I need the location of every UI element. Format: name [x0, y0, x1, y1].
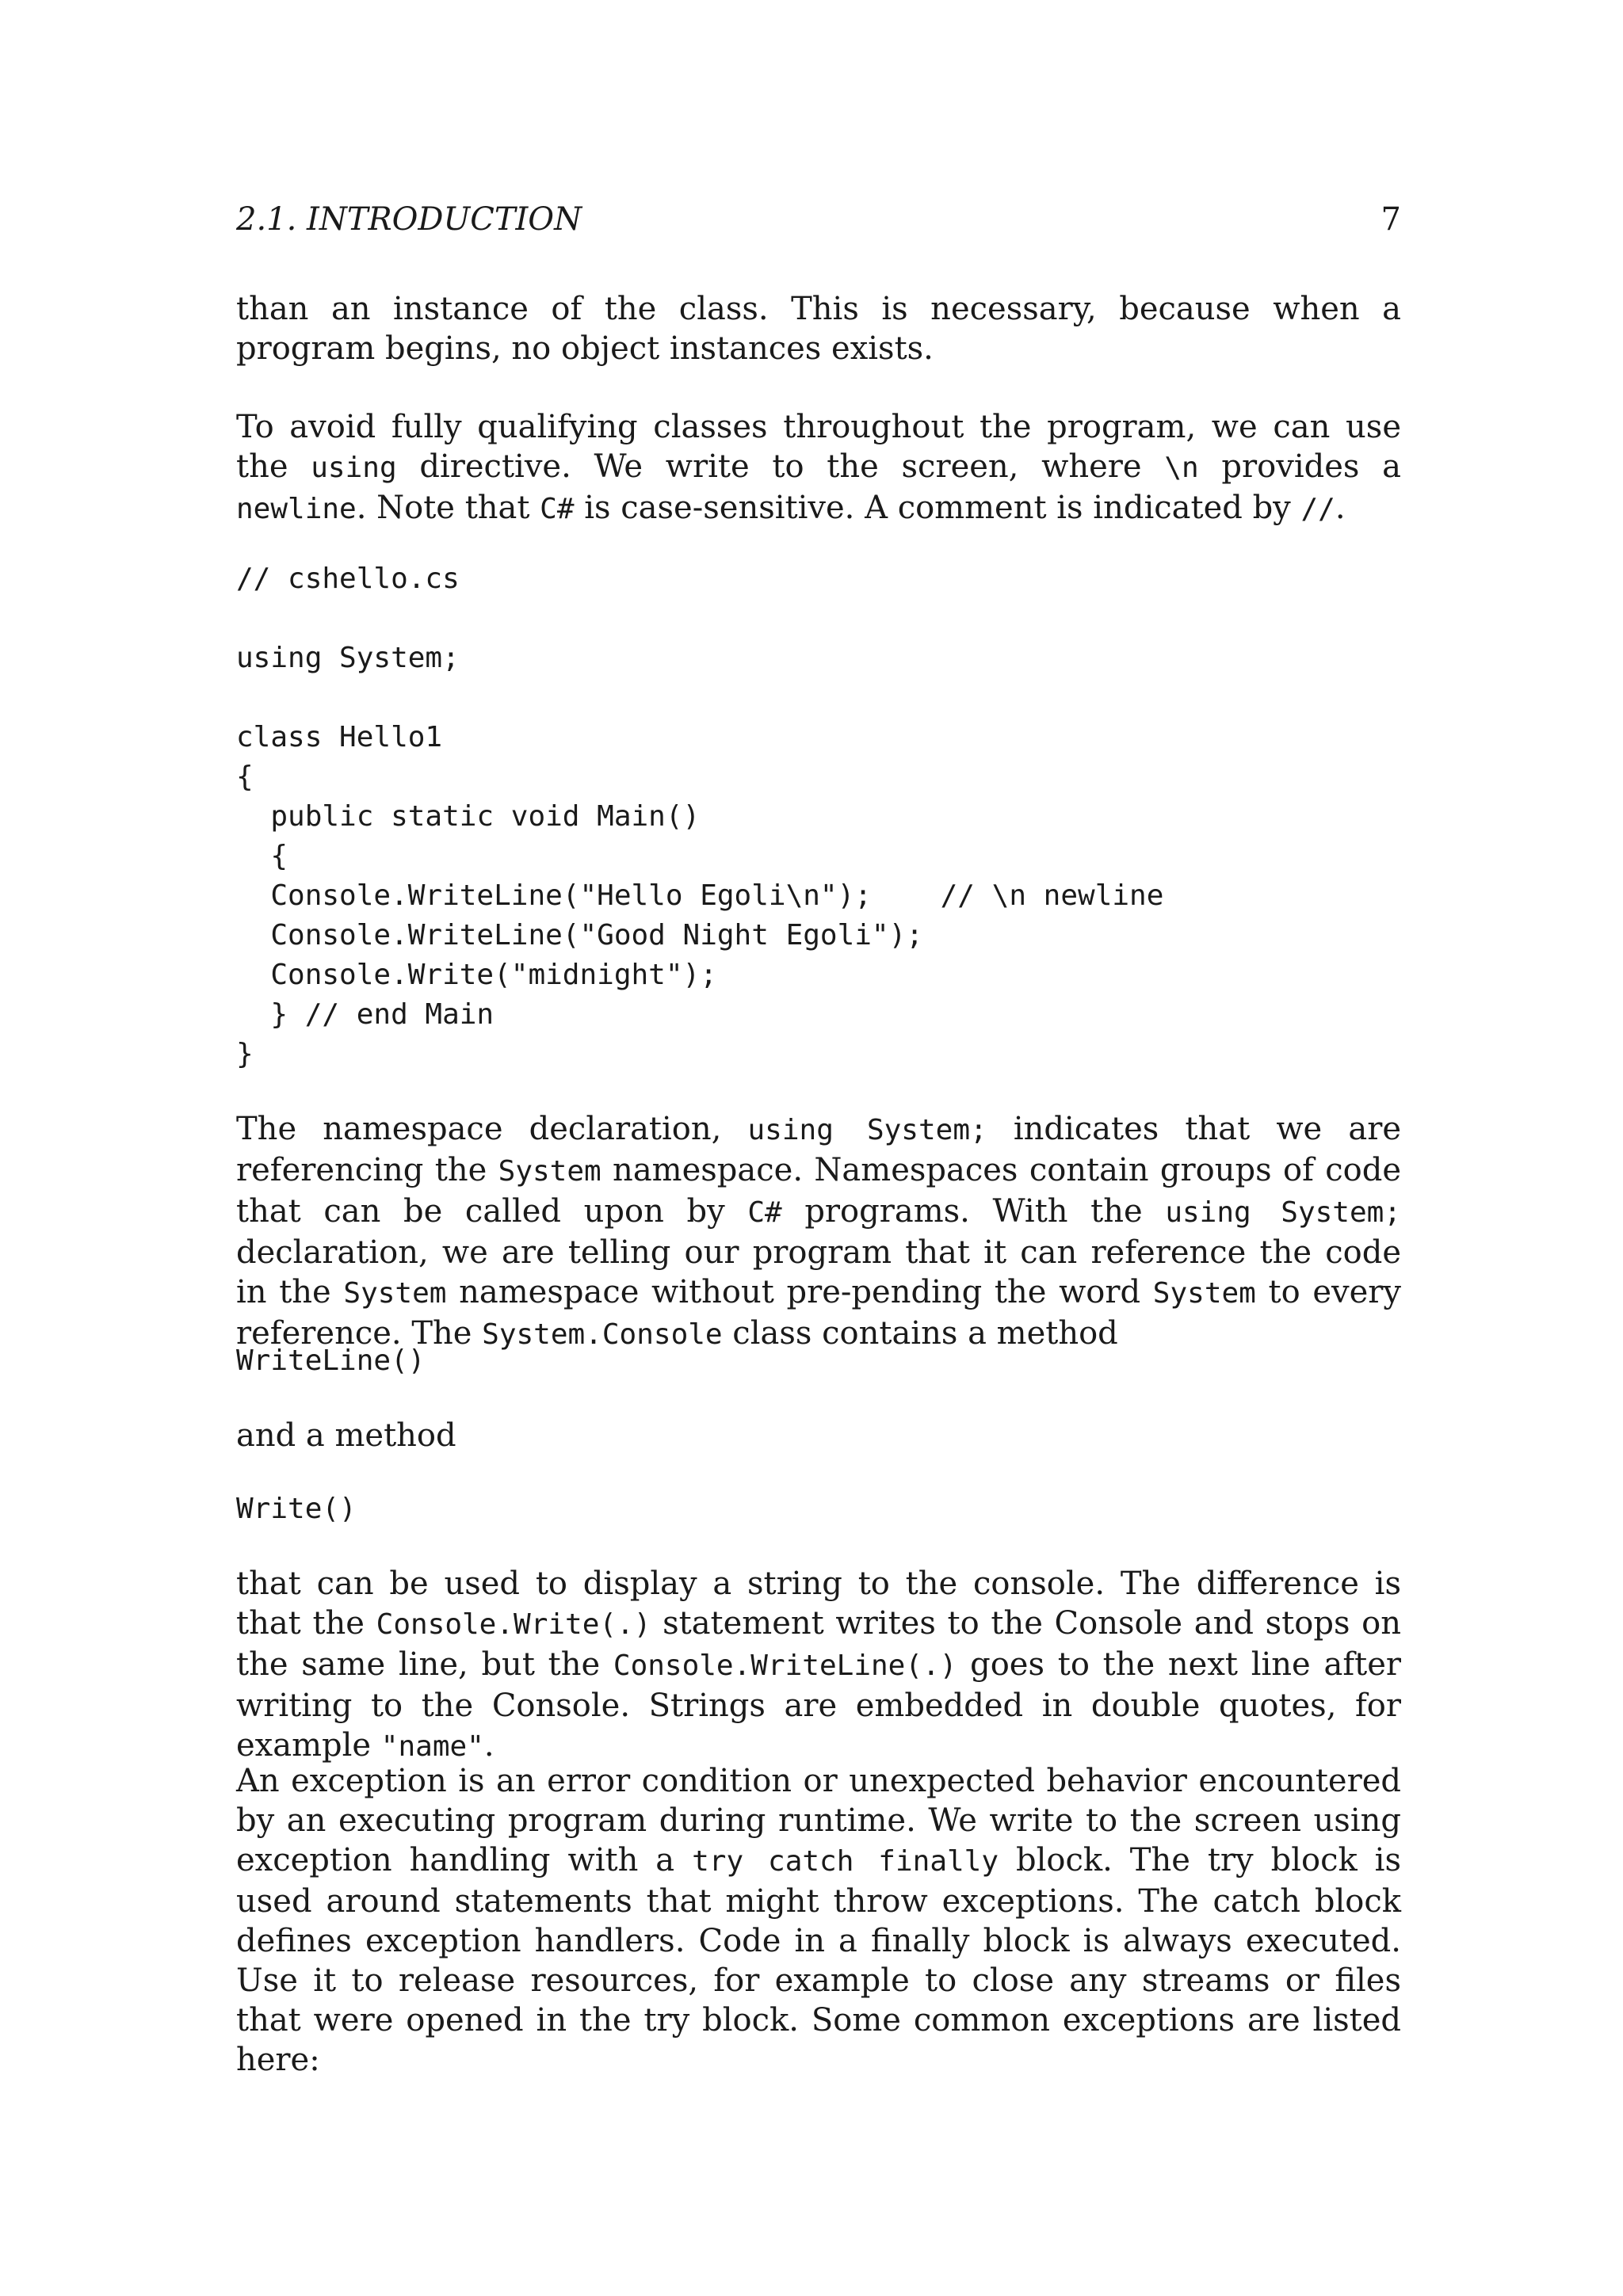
- code-line: Console.WriteLine("Hello Egoli\n"); // \n newline: [236, 879, 1164, 912]
- paragraph-using-directive: To avoid fully qualifying classes throughout the program, we can use the using directive. We write to the screen, where \n provides a newline. Note that C# is case-sensitive. A comment is indicated by //.: [236, 409, 1401, 526]
- inline-code: newline: [236, 493, 357, 525]
- running-header: [236, 198, 1401, 241]
- code-line: public static void Main(): [236, 800, 701, 833]
- inline-code: C#: [540, 493, 575, 525]
- code-line: // cshello.cs: [236, 563, 460, 595]
- inline-code: Console.Write(.): [376, 1608, 651, 1641]
- code-writeline: WriteLine(): [236, 1344, 426, 1377]
- inline-code: \n: [1164, 452, 1199, 484]
- inline-code: using System;: [747, 1114, 987, 1146]
- code-line: using System;: [236, 642, 460, 674]
- inline-code: Console.WriteLine(.): [613, 1650, 957, 1682]
- paragraph-write-difference: that can be used to display a string to the console. The difference is that the Console.Write(.) statement writes to the Console and stops on the same line, but the Console.WriteLine(.) goes to the next line after writing to the Console. Strings are embedded in double quotes, for example "name".: [236, 1566, 1401, 1764]
- code-write: Write(): [236, 1493, 357, 1525]
- section-title: 2.1. INTRODUCTION: [236, 201, 582, 238]
- inline-code: try catch finally: [692, 1845, 999, 1878]
- inline-code: System: [498, 1155, 601, 1188]
- paragraph-namespace: The namespace declaration, using System; indicates that we are referencing the System namespace. Namespaces contain groups of code that can be called upon by C# programs. With the using System; declaration, we are telling our program that it can reference the code in the System namespace without pre-pending the word System to every reference. The System.Console class contains a method: [236, 1111, 1401, 1352]
- paragraph-and-method: and a method: [236, 1417, 456, 1454]
- paragraph-exceptions: An exception is an error condition or unexpected behavior encountered by an executing program during runtime. We write to the screen using exception handling with a try catch finally block. The try block is used around statements that might throw exceptions. The catch block defines exception handlers. Code in a finally block is always executed. Use it to release resources, for example to close any streams or files that were opened in the try block. Some common exceptions are listed here:: [236, 1763, 1401, 2078]
- code-line: class Hello1: [236, 721, 443, 753]
- code-line: }: [236, 1038, 254, 1070]
- paragraph-intro-continuation: than an instance of the class. This is necessary, because when a program begins, no object instances exists.: [236, 291, 1401, 367]
- inline-code: using System;: [1165, 1196, 1401, 1229]
- code-line: } // end Main: [236, 998, 495, 1031]
- inline-code: "name": [380, 1730, 484, 1763]
- inline-code: //: [1300, 493, 1335, 525]
- page: [236, 0, 1401, 2296]
- inline-code: System: [1152, 1277, 1256, 1310]
- page-number: 7: [1381, 201, 1401, 238]
- code-line: Console.Write("midnight");: [236, 959, 717, 991]
- code-line: {: [236, 761, 254, 793]
- inline-code: C#: [747, 1196, 782, 1229]
- inline-code: System.Console: [482, 1318, 723, 1351]
- inline-code: using: [311, 452, 397, 484]
- inline-code: System: [343, 1277, 447, 1310]
- code-line: Console.WriteLine("Good Night Egoli");: [236, 919, 923, 952]
- code-line: {: [236, 840, 288, 872]
